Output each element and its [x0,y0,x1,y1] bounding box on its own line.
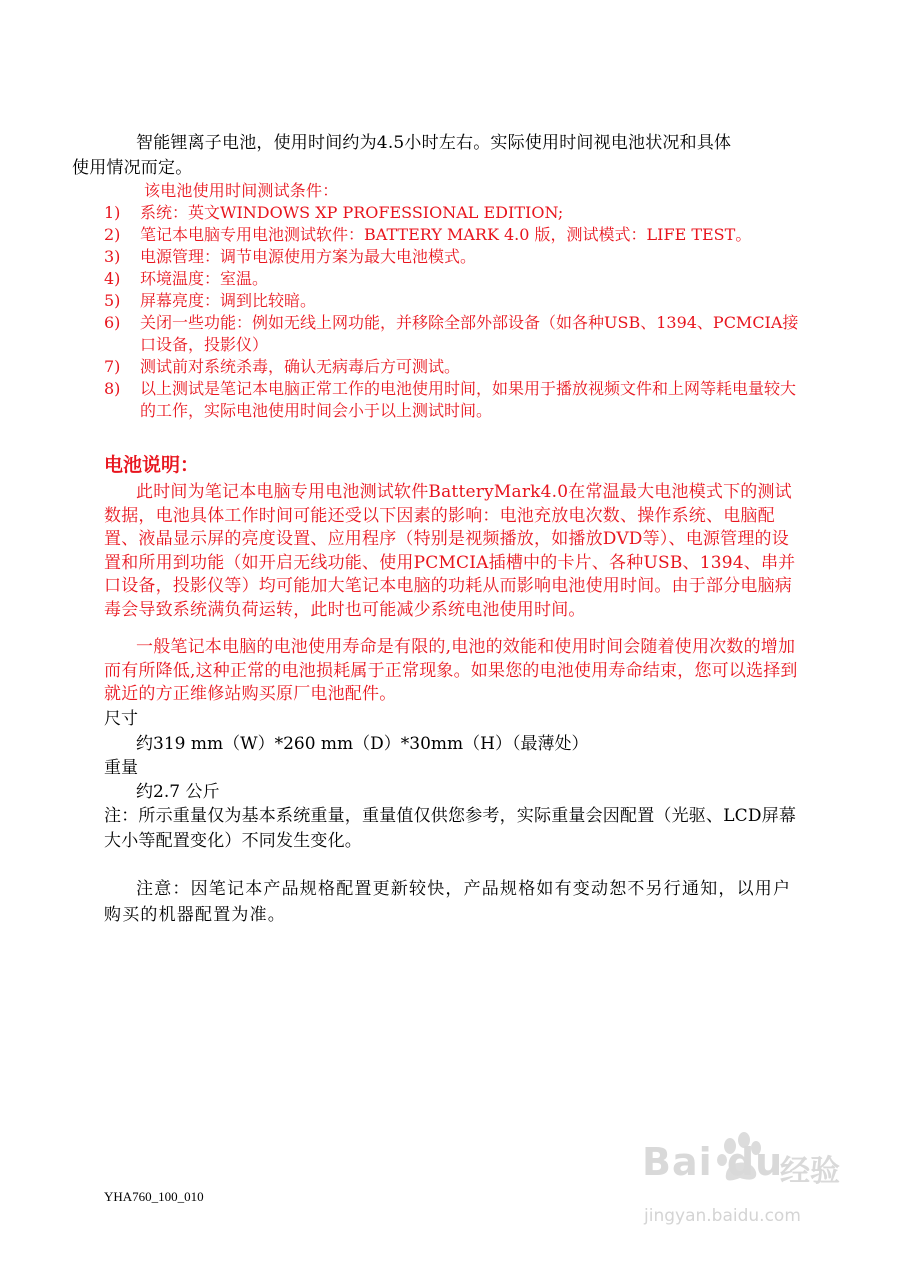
watermark-url: jingyan.baidu.com [644,1206,801,1226]
baidu-watermark [642,1140,852,1240]
test-item-text: 屏幕亮度：调到比较暗。 [140,291,317,310]
size-value: 约319 mm（W）*260 mm（D）*30mm（H）（最薄处） [136,734,589,754]
weight-label: 重量 [104,758,138,778]
test-title: 该电池使用时间测试条件： [144,181,339,200]
document-code: YHA760_100_010 [104,1189,204,1204]
test-item-num: 3) [104,247,121,266]
test-item-text: 笔记本电脑专用电池测试软件：BATTERY MARK 4.0 版，测试模式：LIFE TEST。 [140,225,752,244]
test-item-text: 环境温度：室温。 [140,269,269,288]
test-item [104,246,804,268]
intro-line-1: 智能锂离子电池，使用时间约为4.5小时左右。实际使用时间视电池状况和具体 [136,133,732,153]
weight-note: 注：所示重量仅为基本系统重量，重量值仅供您参考，实际重量会因配置（光驱、LCD屏幕大小等配置变化）不同发生变化。 [104,806,797,851]
test-item [104,290,804,312]
test-item-text: 系统：英文WINDOWS XP PROFESSIONAL EDITION; [140,203,564,222]
watermark-logo: Bai du [642,1140,784,1184]
watermark-cn: 经验 [780,1154,840,1189]
notice-paragraph: 注意：因笔记本产品规格配置更新较快，产品规格如有变动恕不另行通知，以用户购买的机器配置为准。 [104,879,792,925]
test-item-text: 以上测试是笔记本电脑正常工作的电池使用时间，如果用于播放视频文件和上网等耗电量较大的工作，实际电池使用时间会小于以上测试时间。 [140,379,797,420]
test-list [104,202,804,422]
intro-paragraph [72,131,804,181]
test-item [104,378,804,422]
battery-paragraph-2: 一般笔记本电脑的电池使用寿命是有限的,电池的效能和使用时间会随着使用次数的增加而有所降低,这种正常的电池损耗属于正常现象。如果您的电池使用寿命结束，您可以选择到就近的方正维修站购买原厂电池配件。 [104,637,798,704]
test-item-num: 4) [104,269,121,288]
test-item [104,268,804,290]
test-item [104,224,804,246]
test-item-num: 5) [104,291,121,310]
size-label: 尺寸 [104,709,138,729]
test-conditions [104,180,804,422]
test-item-num: 7) [104,357,121,376]
test-item-num: 6) [104,313,121,332]
test-item [104,202,804,224]
test-item-num: 8) [104,379,121,398]
battery-paragraph-1: 此时间为笔记本电脑专用电池测试软件BatteryMark4.0在常温最大电池模式下的测试数据，电池具体工作时间可能还受以下因素的影响：电池充放电次数、操作系统、电脑配置、液晶显示屏的亮度设置、应用程序（特别是视频播放，如播放DVD等）、电源管理的设置和所用到功能（如开启无线功能、使用PCMCIA插槽中的卡片、各种USB、1394、串并口设备，投影仪等）均可能加大笔记本电脑的功耗从而影响电池使用时间。由于部分电脑病毒会导致系统满负荷运转，此时也可能减少系统电池使用时间。 [104,482,796,620]
test-item [104,356,804,378]
intro-line-2: 使用情况而定。 [72,158,193,178]
test-item-text: 电源管理：调节电源使用方案为最大电池模式。 [140,247,477,266]
test-item-text: 测试前对系统杀毒，确认无病毒后方可测试。 [140,357,461,376]
weight-value: 约2.7 公斤 [136,782,220,802]
test-item-num: 1) [104,203,121,222]
test-item-text: 关闭一些功能：例如无线上网功能，并移除全部外部设备（如各种USB、1394、PCMCIA接口设备，投影仪） [140,313,799,354]
test-item-num: 2) [104,225,121,244]
test-item [104,312,804,356]
battery-heading: 电池说明： [104,454,200,476]
